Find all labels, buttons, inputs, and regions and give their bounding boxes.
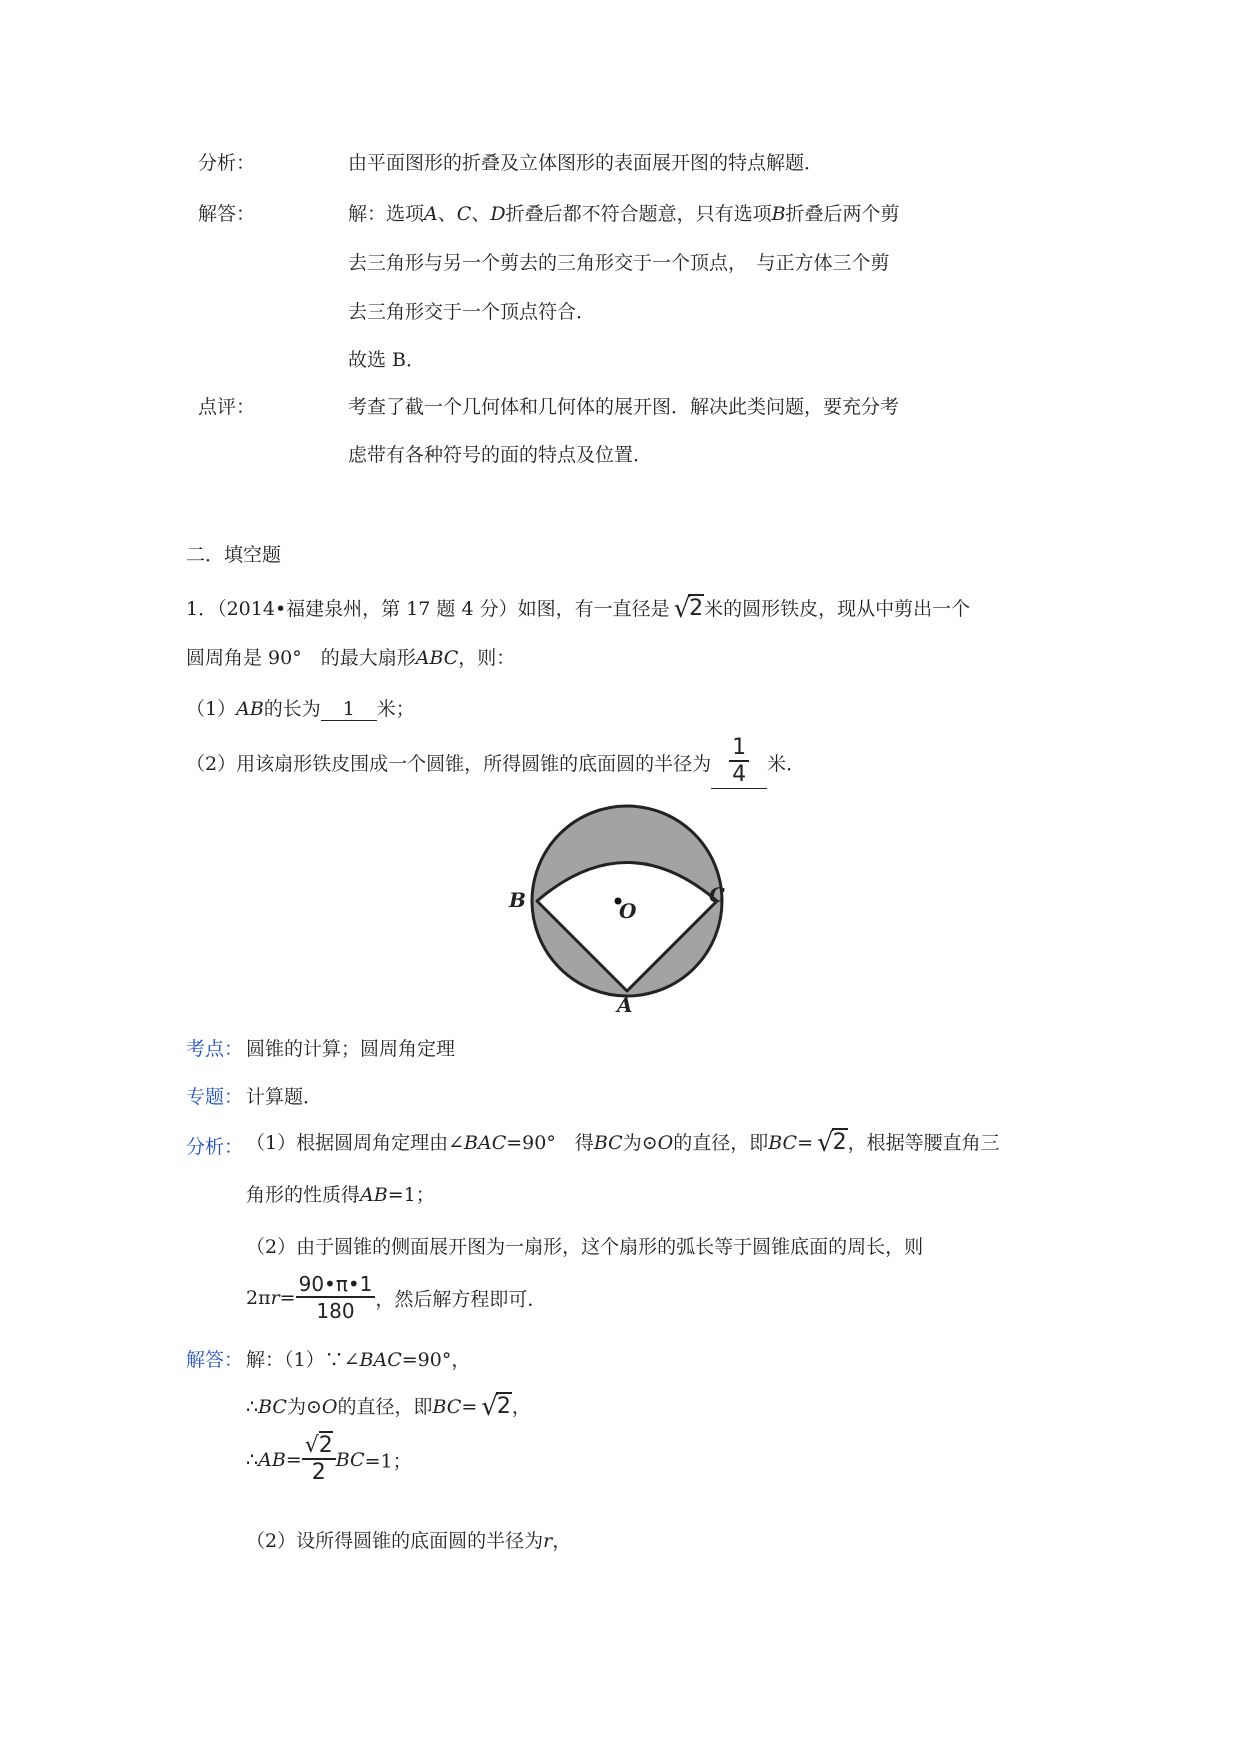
comment-line-1: 考查了截一个几何体和几何体的展开图．解决此类问题，要充分考 (348, 396, 900, 418)
analysis-text: 为⊙ (622, 1132, 658, 1154)
problem-text: 1．（2014•福建泉州，第 17 题 4 分）如图，有一直径是 (186, 598, 670, 620)
analysis-label: 分析： (198, 152, 256, 174)
fenxi-line-2 (246, 1180, 435, 1207)
question-2 (186, 736, 805, 789)
option-letter: D (490, 203, 506, 225)
section-title: 二．填空题 (186, 544, 282, 566)
sqrt2-over-2-fraction (302, 1434, 336, 1486)
answer-line-2: 去三角形与另一个剪去的三角形交于一个顶点， 与正方体三个剪 (348, 252, 890, 274)
therefore-sign: ∴ (246, 1396, 259, 1418)
analysis-text: ，然后解方程即可． (375, 1288, 547, 1311)
segment-name: BC (258, 1396, 287, 1418)
equals-sign: = (461, 1396, 478, 1418)
analysis-text: ，根据等腰直角三 (847, 1132, 1000, 1154)
fenxi-line-3: （2）由于圆锥的侧面展开图为一扇形，这个扇形的弧长等于圆锥底面的周长，则 (246, 1236, 924, 1258)
zhuanti-label: 专题： (186, 1086, 244, 1108)
comment-line-2: 虑带有各种符号的面的特点及位置． (348, 444, 653, 466)
zhuanti-text: 计算题． (246, 1086, 323, 1108)
fraction-numerator: 90•π•1 (296, 1272, 376, 1298)
sector-name: ABC (415, 647, 459, 669)
problem-text: ，则： (458, 647, 516, 669)
question-1 (186, 694, 415, 721)
question-number: （1） (186, 698, 237, 720)
solution-text: 为⊙ (286, 1396, 322, 1418)
answer-line-1 (348, 199, 900, 226)
answer-text: 解：选项 (348, 203, 425, 225)
analysis-text: =1； (387, 1184, 435, 1206)
segment-name: BC (432, 1396, 462, 1418)
variable-r: r (543, 1530, 553, 1552)
fraction-denominator: 2 (311, 1460, 326, 1485)
segment-name: BC (768, 1132, 798, 1154)
answer-text: 折叠后两个剪 (785, 203, 900, 225)
problem-line-1 (186, 594, 970, 624)
segment-name: AB (236, 698, 264, 720)
analysis-text: 的直径，即 (673, 1132, 769, 1154)
kaodian-text: 圆锥的计算；圆周角定理 (246, 1038, 456, 1060)
sqrt-argument: 2 (496, 1394, 511, 1419)
sqrt-argument: 2 (318, 1433, 333, 1458)
analysis-text: 角形的性质得 (246, 1184, 361, 1206)
equals-sign: = (279, 1287, 296, 1309)
unit-text: 米． (767, 753, 806, 775)
point-label-c: C (709, 883, 725, 907)
problem-text: 圆周角是 90° 的最大扇形 (186, 647, 416, 669)
answer-blank-1: 1 (321, 698, 377, 721)
analysis-text: 由平面图形的折叠及立体图形的表面展开图的特点解题． (348, 152, 824, 174)
answer-line-3: 去三角形交于一个顶点符合． (348, 301, 596, 323)
question-text: （2）用该扇形铁皮围成一个圆锥，所得圆锥的底面圆的半径为 (186, 753, 712, 775)
segment-name: BC (335, 1449, 365, 1471)
fenxi-label: 分析： (186, 1136, 244, 1158)
variable-r: r (270, 1287, 280, 1309)
kaodian-label: 考点： (186, 1038, 244, 1060)
fenxi-line-4 (246, 1272, 546, 1324)
sqrt-expression: √2 (673, 594, 704, 624)
jieda-label: 解答： (186, 1349, 244, 1371)
point-label-a: A (617, 993, 633, 1017)
analysis-text: =90° 得 (506, 1132, 594, 1154)
jieda-line-2 (246, 1392, 531, 1422)
problem-line-2 (186, 643, 515, 670)
jieda-line-1 (246, 1345, 470, 1372)
fraction-answer (729, 736, 749, 788)
sqrt-expression: √2 (481, 1392, 511, 1422)
separator: 、 (471, 203, 491, 225)
formula-text: 2π (246, 1287, 271, 1309)
sqrt-argument: 2 (689, 596, 704, 621)
solution-text: =1； (364, 1450, 412, 1473)
option-letter: A (424, 203, 438, 225)
segment-name: AB (360, 1184, 388, 1206)
problem-text: 米的圆形铁皮，现从中剪出一个 (704, 598, 971, 620)
answer-text: 折叠后都不符合题意，只有选项 (505, 203, 772, 225)
answer-blank-2 (711, 736, 767, 789)
segment-name: AB (258, 1449, 286, 1471)
fraction-numerator: 1 (729, 736, 749, 762)
fraction-numerator: √2 (302, 1434, 336, 1460)
question-text: 的长为 (263, 698, 321, 720)
separator: 、 (437, 203, 457, 225)
circle-name: O (657, 1132, 674, 1154)
jieda-line-4 (246, 1526, 571, 1553)
sqrt-expression: √2 (817, 1128, 847, 1158)
solution-text: 解：（1）∵∠ (246, 1349, 360, 1371)
fraction-denominator: 4 (732, 762, 747, 787)
arc-length-fraction (296, 1272, 376, 1324)
angle-name: BAC (464, 1132, 507, 1154)
segment-name: BC (593, 1132, 623, 1154)
option-letter: B (771, 203, 786, 225)
equals-sign: = (797, 1132, 814, 1154)
solution-text: =90°， (401, 1349, 471, 1371)
equals-sign: = (285, 1449, 302, 1471)
solution-text: （2）设所得圆锥的底面圆的半径为 (246, 1530, 544, 1552)
sqrt-argument: 2 (832, 1130, 847, 1155)
option-letter: C (456, 203, 472, 225)
point-label-o: O (619, 899, 637, 923)
fraction-denominator: 180 (316, 1299, 355, 1323)
answer-label: 解答： (198, 203, 256, 225)
answer-line-4: 故选 B． (348, 349, 426, 371)
solution-text: ， (511, 1396, 531, 1418)
unit-text: 米； (376, 698, 415, 720)
solution-text: 的直径，即 (337, 1396, 433, 1418)
point-label-b: B (509, 888, 526, 912)
jieda-line-3 (246, 1434, 412, 1486)
comment-label: 点评： (198, 396, 256, 418)
fenxi-line-1 (246, 1128, 1000, 1158)
angle-name: BAC (359, 1349, 402, 1371)
circle-name: O (321, 1396, 338, 1418)
therefore-sign: ∴ (246, 1449, 259, 1471)
analysis-text: （1）根据圆周角定理由∠ (246, 1132, 465, 1154)
solution-text: ， (552, 1530, 572, 1552)
